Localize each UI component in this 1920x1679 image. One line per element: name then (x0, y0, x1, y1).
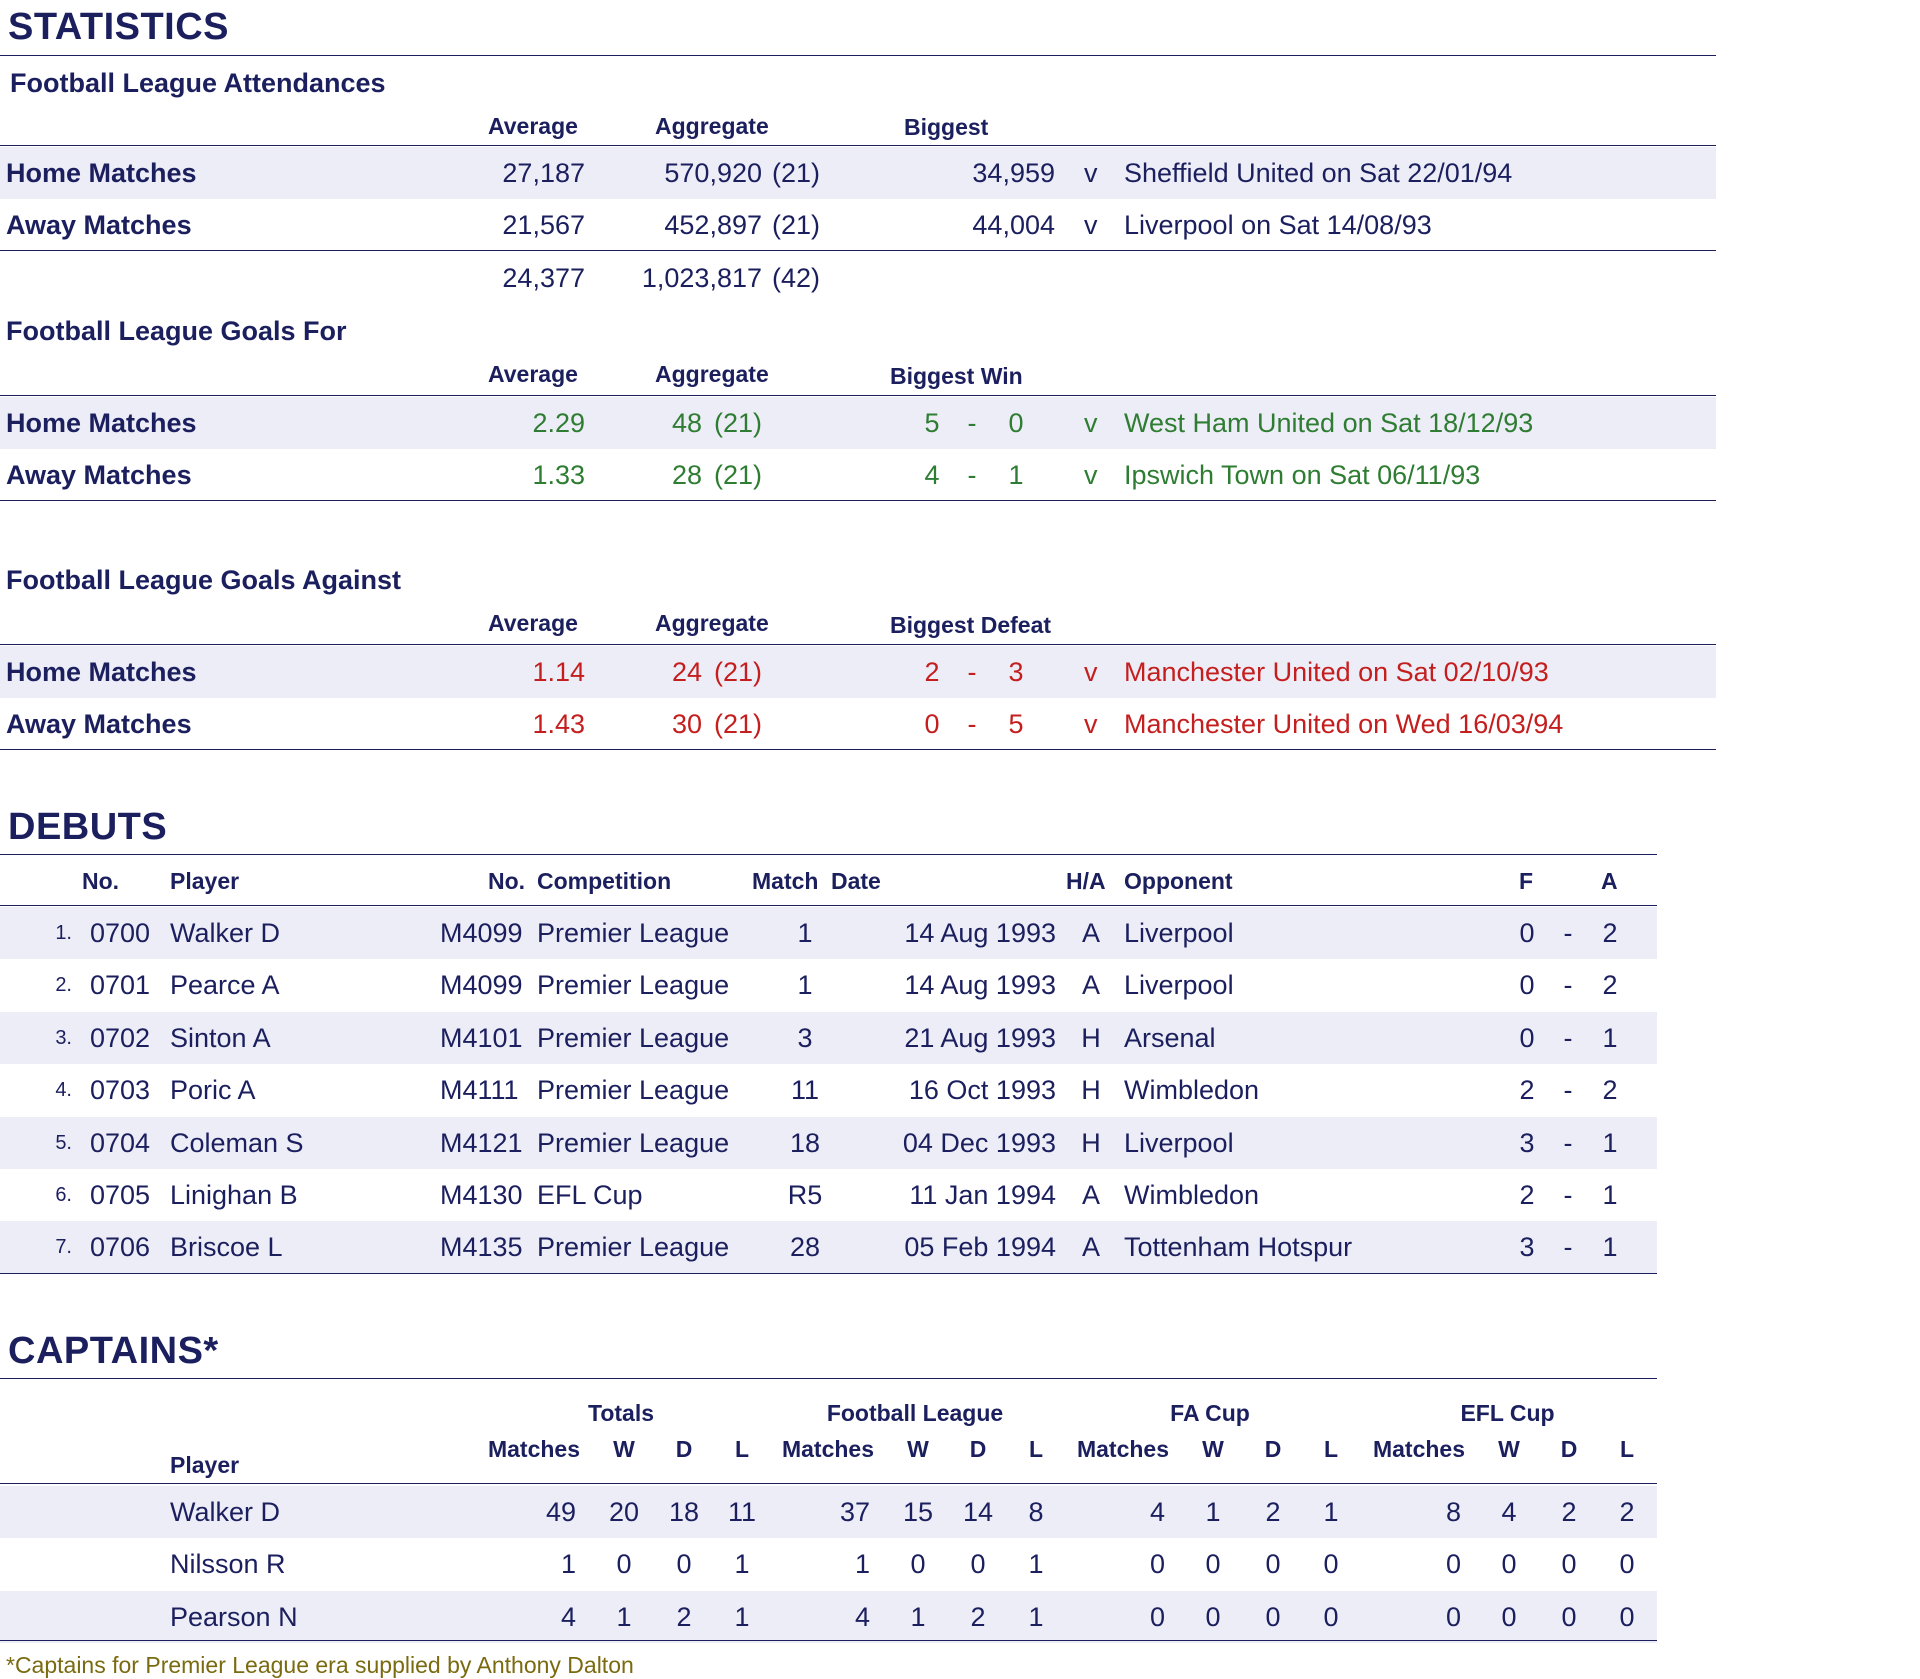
draws-value: 0 (1561, 1549, 1577, 1580)
score-dash: - (967, 460, 977, 490)
match-number: M4111 (440, 1075, 519, 1106)
col-header-aggregate: Aggregate (655, 361, 769, 387)
captain-name: Nilsson R (170, 1549, 286, 1580)
score-against: 2 (1602, 918, 1618, 948)
competition: EFL Cup (537, 1180, 643, 1210)
row-index: 7. (55, 1236, 72, 1259)
table-row (0, 397, 1716, 449)
wins-value: 0 (1205, 1601, 1221, 1632)
wins-value: 1 (616, 1601, 632, 1632)
match-number: M4121 (440, 1127, 523, 1158)
match-date: 11 Jan 1994 (909, 1180, 1056, 1210)
col-header-player: Player (170, 868, 240, 894)
draws-value: 0 (1561, 1601, 1577, 1632)
score-against: 1 (1008, 460, 1024, 490)
score-dash: - (967, 709, 977, 739)
divider (0, 1640, 1657, 1641)
table-row (0, 449, 1716, 501)
match-round: 1 (797, 970, 813, 1001)
losses-value: 0 (1323, 1549, 1339, 1580)
competition: Premier League (537, 1075, 730, 1106)
row-label: Away Matches (6, 460, 192, 490)
aggregate-value: 30 (671, 709, 702, 739)
detail: Manchester United on Wed 16/03/94 (1124, 709, 1564, 739)
losses-value: 0 (1619, 1549, 1635, 1580)
draws-value: 2 (676, 1601, 692, 1632)
col-header-biggest: Biggest (904, 114, 989, 140)
versus: v (1084, 709, 1098, 739)
row-index: 1. (55, 922, 72, 944)
losses-value: 0 (1323, 1601, 1339, 1632)
aggregate-games: (21) (772, 210, 821, 240)
statistics-title: STATISTICS (8, 6, 230, 48)
match-date: 14 Aug 1993 (904, 970, 1056, 1001)
versus: v (1084, 460, 1098, 490)
col-header-match: Match (752, 868, 819, 894)
player-number: 0703 (90, 1075, 151, 1106)
biggest-value: 44,004 (972, 210, 1055, 240)
home-away: A (1081, 918, 1100, 948)
score-dash: - (1563, 970, 1573, 1001)
row-index: 6. (55, 1184, 72, 1206)
score-for: 3 (1519, 1127, 1535, 1158)
detail: Ipswich Town on Sat 06/11/93 (1124, 460, 1481, 490)
row-label: Away Matches (6, 210, 192, 240)
match-round: 28 (789, 1232, 821, 1263)
col-header-d: D (969, 1436, 987, 1462)
player-number: 0706 (90, 1232, 151, 1263)
col-header-average: Average (488, 113, 578, 139)
score-dash: - (967, 408, 977, 438)
footnote: *Captains for Premier League era supplied by Anthony Dalton (6, 1652, 634, 1678)
col-header-d: D (1560, 1436, 1578, 1462)
divider (0, 1483, 1657, 1484)
competition: Premier League (537, 1232, 730, 1263)
competition: Premier League (537, 970, 730, 1001)
detail: Sheffield United on Sat 22/01/94 (1124, 158, 1513, 188)
table-row (0, 199, 1716, 251)
row-label: Home Matches (6, 408, 197, 438)
losses-value: 1 (734, 1601, 750, 1632)
score-against: 1 (1602, 1180, 1618, 1210)
aggregate-value: 24 (671, 657, 702, 687)
opponent: Liverpool (1124, 1127, 1234, 1158)
matches-value: 0 (1445, 1601, 1461, 1632)
row-index: 2. (55, 974, 72, 997)
score-against: 5 (1008, 709, 1024, 739)
player-number: 0704 (90, 1127, 151, 1158)
divider (0, 500, 1716, 501)
score-dash: - (1563, 1180, 1573, 1210)
opponent: Tottenham Hotspur (1124, 1232, 1353, 1263)
table-row (0, 147, 1716, 199)
score-for: 3 (1519, 1232, 1535, 1263)
col-header-aggregate: Aggregate (655, 610, 769, 636)
col-header-w: W (1202, 1436, 1224, 1462)
opponent: Liverpool (1124, 970, 1234, 1001)
table-row (0, 1221, 1657, 1273)
wins-value: 0 (1501, 1549, 1517, 1580)
divider (0, 1378, 1657, 1379)
table-row (0, 1064, 1657, 1116)
col-header-player: Player (170, 1452, 240, 1478)
average-value: 1.33 (532, 460, 585, 490)
score-dash: - (1563, 1127, 1573, 1158)
divider (0, 395, 1716, 396)
total-games: (42) (772, 263, 821, 293)
divider (0, 905, 1657, 906)
row-label: Away Matches (6, 709, 192, 739)
player-name: Sinton A (170, 1022, 271, 1053)
score-for: 0 (924, 709, 940, 739)
matches-value: 1 (560, 1549, 576, 1580)
col-header-d: D (1264, 1436, 1282, 1462)
average-value: 2.29 (532, 408, 585, 438)
wins-value: 15 (902, 1497, 934, 1527)
col-header-ha: H/A (1066, 868, 1106, 894)
col-header-average: Average (488, 610, 578, 636)
opponent: Liverpool (1124, 918, 1234, 948)
aggregate-value: 570,920 (664, 158, 762, 188)
captain-name: Pearson N (170, 1601, 298, 1632)
table-row (0, 1486, 1657, 1538)
competition: Premier League (537, 1127, 730, 1158)
col-header-matches: Matches (1076, 1436, 1170, 1462)
total-row (0, 252, 1716, 304)
matches-value: 8 (1445, 1497, 1461, 1527)
divider (0, 145, 1716, 146)
col-header-matches: Matches (487, 1436, 581, 1462)
score-for: 2 (1519, 1075, 1535, 1106)
match-number: M4135 (440, 1232, 523, 1263)
score-for: 0 (1519, 970, 1535, 1001)
total-aggregate: 1,023,817 (641, 263, 762, 293)
score-for: 0 (1519, 918, 1535, 948)
score-against: 1 (1602, 1022, 1618, 1053)
losses-value: 2 (1619, 1497, 1635, 1527)
versus: v (1084, 210, 1098, 240)
group-header-football-league: Football League (826, 1400, 1004, 1426)
match-number: M4101 (440, 1022, 523, 1053)
wins-value: 0 (1205, 1549, 1221, 1580)
col-header-a: A (1601, 868, 1618, 894)
wins-value: 0 (1501, 1601, 1517, 1632)
divider (0, 644, 1716, 645)
wins-value: 4 (1501, 1497, 1517, 1527)
col-header-competition: Competition (537, 868, 672, 894)
biggest-value: 34,959 (972, 158, 1055, 188)
home-away: H (1081, 1127, 1101, 1158)
average-value: 1.43 (532, 709, 585, 739)
match-date: 04 Dec 1993 (902, 1127, 1056, 1158)
draws-value: 2 (1265, 1497, 1281, 1527)
col-header-biggest-defeat: Biggest Defeat (890, 612, 1052, 638)
row-label: Home Matches (6, 657, 197, 687)
match-date: 05 Feb 1994 (904, 1232, 1056, 1263)
matches-value: 1 (854, 1549, 870, 1580)
goals-for-title: Football League Goals For (6, 316, 347, 346)
col-header-match-no: No. (488, 868, 526, 894)
player-name: Walker D (170, 918, 281, 948)
goals-against-title: Football League Goals Against (6, 565, 402, 595)
score-for: 0 (1519, 1022, 1535, 1053)
matches-value: 4 (560, 1601, 576, 1632)
col-header-average: Average (488, 361, 578, 387)
opponent: Wimbledon (1124, 1075, 1260, 1106)
col-header-date: Date (831, 868, 881, 894)
draws-value: 2 (1561, 1497, 1577, 1527)
col-header-w: W (613, 1436, 635, 1462)
table-row (0, 1591, 1657, 1643)
score-dash: - (1563, 1075, 1573, 1106)
table-row (0, 1012, 1657, 1064)
competition: Premier League (537, 1022, 730, 1053)
debuts-title: DEBUTS (8, 806, 168, 848)
score-against: 1 (1602, 1127, 1618, 1158)
matches-value: 4 (854, 1601, 870, 1632)
col-header-biggest-win: Biggest Win (890, 363, 1023, 389)
score-for: 2 (924, 657, 940, 687)
home-away: A (1081, 1232, 1100, 1263)
player-number: 0705 (90, 1180, 151, 1210)
wins-value: 1 (1205, 1497, 1221, 1527)
match-date: 14 Aug 1993 (904, 918, 1056, 948)
table-row (0, 1538, 1657, 1590)
score-dash: - (967, 657, 977, 687)
draws-value: 0 (970, 1549, 986, 1580)
draws-value: 2 (970, 1601, 986, 1632)
player-number: 0701 (90, 970, 151, 1001)
table-row (0, 698, 1716, 750)
detail: Liverpool on Sat 14/08/93 (1124, 210, 1432, 240)
match-number: M4130 (440, 1180, 523, 1210)
row-index: 4. (55, 1079, 72, 1102)
player-name: Linighan B (170, 1180, 298, 1210)
player-number: 0700 (90, 918, 151, 948)
losses-value: 8 (1028, 1497, 1044, 1527)
player-name: Briscoe L (170, 1232, 283, 1263)
score-for: 2 (1519, 1180, 1535, 1210)
matches-value: 37 (839, 1497, 870, 1527)
match-date: 16 Oct 1993 (908, 1075, 1056, 1106)
opponent: Wimbledon (1124, 1180, 1260, 1210)
table-row (0, 1117, 1657, 1169)
versus: v (1084, 408, 1098, 438)
col-header-matches: Matches (1372, 1436, 1466, 1462)
draws-value: 0 (1265, 1601, 1281, 1632)
score-against: 0 (1008, 408, 1024, 438)
match-date: 21 Aug 1993 (904, 1022, 1056, 1053)
col-header-l: L (1323, 1436, 1339, 1462)
average-value: 21,567 (502, 210, 585, 240)
aggregate-games: (21) (714, 709, 763, 739)
losses-value: 1 (1323, 1497, 1339, 1527)
match-round: 3 (797, 1022, 813, 1053)
score-for: 5 (924, 408, 940, 438)
opponent: Arsenal (1124, 1022, 1216, 1053)
divider (0, 250, 1716, 251)
match-number: M4099 (440, 918, 523, 948)
versus: v (1084, 158, 1098, 188)
losses-value: 1 (1028, 1549, 1044, 1580)
match-round: R5 (787, 1180, 823, 1210)
divider (0, 854, 1657, 855)
score-dash: - (1563, 918, 1573, 948)
score-for: 4 (924, 460, 940, 490)
match-round: 18 (789, 1127, 821, 1158)
aggregate-value: 28 (671, 460, 702, 490)
competition: Premier League (537, 918, 730, 948)
group-header-fa-cup: FA Cup (1170, 1400, 1250, 1426)
home-away: H (1081, 1022, 1101, 1053)
home-away: A (1081, 970, 1100, 1001)
wins-value: 20 (608, 1497, 640, 1527)
versus: v (1084, 657, 1098, 687)
match-number: M4099 (440, 970, 523, 1001)
aggregate-value: 48 (671, 408, 702, 438)
matches-value: 4 (1149, 1497, 1165, 1527)
divider (0, 1273, 1657, 1274)
col-header-matches: Matches (781, 1436, 875, 1462)
average-value: 27,187 (502, 158, 585, 188)
row-label: Home Matches (6, 158, 197, 188)
detail: West Ham United on Sat 18/12/93 (1124, 408, 1534, 438)
group-header-totals: Totals (587, 1400, 655, 1426)
score-against: 1 (1602, 1232, 1618, 1263)
col-header-l: L (1619, 1436, 1635, 1462)
col-header-w: W (1498, 1436, 1520, 1462)
draws-value: 18 (668, 1497, 700, 1527)
wins-value: 0 (910, 1549, 926, 1580)
captains-title: CAPTAINS* (8, 1330, 219, 1372)
col-header-f: F (1519, 868, 1534, 894)
captain-name: Walker D (170, 1497, 281, 1527)
col-header-l: L (1028, 1436, 1044, 1462)
col-header-w: W (907, 1436, 929, 1462)
detail: Manchester United on Sat 02/10/93 (1124, 657, 1549, 687)
divider (0, 749, 1716, 750)
matches-value: 0 (1149, 1601, 1165, 1632)
table-row (0, 646, 1716, 698)
row-index: 5. (55, 1131, 72, 1154)
wins-value: 0 (616, 1549, 632, 1580)
home-away: A (1081, 1180, 1100, 1210)
table-row (0, 959, 1657, 1011)
losses-value: 1 (734, 1549, 750, 1580)
divider (0, 55, 1716, 56)
col-header-d: D (675, 1436, 693, 1462)
draws-value: 14 (962, 1497, 994, 1527)
col-header-no: No. (82, 868, 120, 894)
matches-value: 0 (1149, 1549, 1165, 1580)
aggregate-value: 452,897 (664, 210, 762, 240)
score-against: 3 (1008, 657, 1024, 687)
losses-value: 1 (1028, 1601, 1044, 1632)
row-index: 3. (55, 1026, 72, 1049)
col-header-l: L (734, 1436, 750, 1462)
col-header-aggregate: Aggregate (655, 113, 769, 139)
player-number: 0702 (90, 1022, 151, 1053)
home-away: H (1081, 1075, 1101, 1106)
matches-value: 49 (545, 1497, 576, 1527)
aggregate-games: (21) (772, 158, 821, 188)
aggregate-games: (21) (714, 460, 763, 490)
col-header-opponent: Opponent (1124, 868, 1233, 894)
player-name: Pearce A (170, 970, 280, 1001)
table-row (0, 907, 1657, 959)
aggregate-games: (21) (714, 657, 763, 687)
matches-value: 0 (1445, 1549, 1461, 1580)
player-name: Coleman S (170, 1127, 304, 1158)
match-round: 1 (797, 918, 813, 948)
losses-value: 11 (727, 1497, 757, 1527)
wins-value: 1 (910, 1601, 926, 1632)
score-dash: - (1563, 1232, 1573, 1263)
group-header-efl-cup: EFL Cup (1460, 1400, 1555, 1426)
attendances-title: Football League Attendances (10, 68, 386, 98)
draws-value: 0 (1265, 1549, 1281, 1580)
score-dash: - (1563, 1022, 1573, 1053)
aggregate-games: (21) (714, 408, 763, 438)
match-round: 11 (790, 1075, 820, 1106)
total-average: 24,377 (502, 263, 585, 293)
player-name: Poric A (170, 1075, 256, 1106)
score-against: 2 (1602, 970, 1618, 1001)
score-against: 2 (1602, 1075, 1618, 1106)
table-row (0, 1169, 1657, 1221)
average-value: 1.14 (532, 657, 585, 687)
draws-value: 0 (676, 1549, 692, 1580)
losses-value: 0 (1619, 1601, 1635, 1632)
